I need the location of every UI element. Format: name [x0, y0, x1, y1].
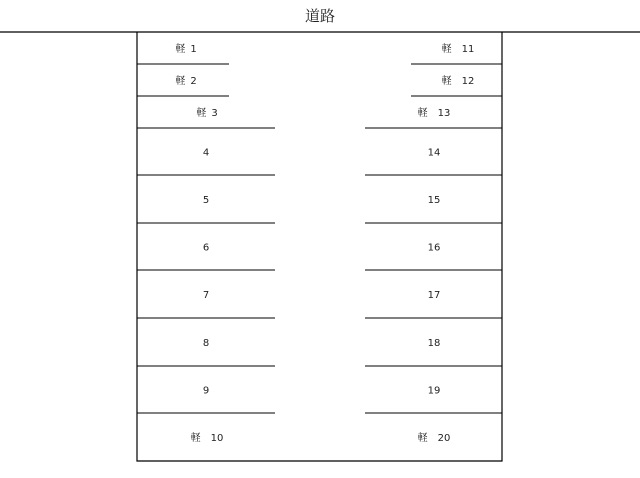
parking-slot-label: [442, 42, 475, 55]
kei-car-tag: 軽: [441, 76, 452, 87]
slot-number: 7: [202, 290, 210, 301]
kei-car-tag: 軽: [417, 108, 428, 119]
slot-number: 20: [437, 433, 451, 444]
parking-slot-label: [203, 386, 209, 397]
label-gap: [428, 433, 438, 444]
slot-number: 17: [427, 290, 441, 301]
parking-slot-label: [428, 290, 441, 301]
parking-slot-label: [428, 243, 441, 254]
parking-slot-label: [203, 338, 209, 349]
parking-slot-label: [191, 431, 224, 444]
slot-number: 1: [190, 44, 197, 55]
parking-slot-label: [203, 290, 209, 301]
left-slot-column: [137, 42, 275, 444]
slot-number: 14: [427, 147, 441, 159]
kei-car-tag: 軽: [175, 44, 186, 55]
label-gap: [452, 76, 462, 87]
parking-slot-label: [203, 195, 209, 206]
slot-number: 16: [427, 242, 441, 254]
slot-number: 4: [202, 147, 210, 159]
label-gap: [428, 108, 438, 119]
parking-slot-label: [428, 338, 441, 349]
parking-slot-label: [203, 148, 209, 159]
slot-number: 2: [190, 76, 197, 87]
slot-number: 8: [202, 338, 210, 349]
slot-number: 6: [202, 242, 210, 254]
slot-number: 11: [461, 44, 475, 55]
slot-number: 3: [211, 108, 218, 119]
parking-slot-label: [428, 195, 441, 206]
label-gap: [201, 433, 211, 444]
parking-slot-label: [418, 106, 451, 119]
slot-number: 18: [427, 338, 441, 349]
slot-number: 9: [202, 385, 210, 397]
parking-slot-label: [428, 386, 441, 397]
parking-slot-label: [428, 148, 441, 159]
parking-slot-label: [175, 42, 196, 55]
right-slot-column: [365, 42, 502, 444]
kei-car-tag: 軽: [190, 433, 201, 444]
slot-number: 5: [202, 195, 210, 206]
road-label: 道路: [304, 7, 336, 25]
slot-number: 13: [437, 108, 451, 119]
kei-car-tag: 軽: [175, 76, 186, 87]
parking-slot-label: [442, 74, 475, 87]
slot-number: 10: [210, 433, 224, 444]
slot-number: 15: [427, 195, 441, 206]
parking-slot-label: [175, 74, 196, 87]
parking-slot-label: [196, 106, 217, 119]
parking-slot-label: [203, 243, 209, 254]
parking-slot-label: [418, 431, 451, 444]
slot-number: 19: [427, 385, 441, 397]
label-gap: [452, 44, 462, 55]
slot-number: 12: [461, 76, 475, 87]
kei-car-tag: 軽: [441, 44, 452, 55]
kei-car-tag: 軽: [196, 108, 207, 119]
kei-car-tag: 軽: [417, 433, 428, 444]
